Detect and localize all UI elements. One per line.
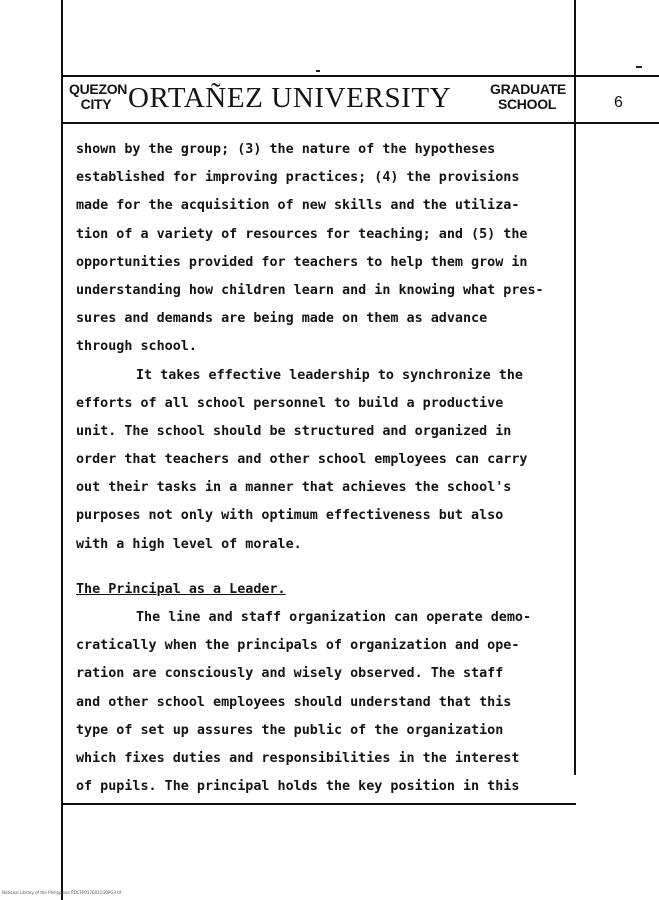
text-line: efforts of all school personnel to build a productive: [76, 395, 504, 411]
paragraph-2: [76, 362, 576, 559]
footer-rule: [61, 803, 576, 805]
text-line: out their tasks in a manner that achieves the school's: [76, 480, 512, 496]
text-line: shown by the group; (3) the nature of the hypotheses: [76, 142, 496, 157]
text-line: understanding how children learn and in knowing what pres-: [76, 282, 544, 298]
text-line: The line and staff organization can operate demo-: [136, 610, 532, 625]
text-line: tion of a variety of resources for teaching; and (5) the: [76, 226, 528, 242]
text-line: opportunities provided for teachers to help them grow in: [76, 254, 528, 270]
text-line: type of set up assures the public of the organization: [76, 722, 504, 738]
text-line: It takes effective leadership to synchronize the: [136, 367, 523, 383]
header-school: [490, 82, 564, 112]
text-line: purposes not only with optimum effectiveness but also: [76, 508, 504, 524]
text-line: established for improving practices; (4) the provisions: [76, 170, 520, 186]
text-line: through school.: [76, 339, 197, 355]
text-line: with a high level of morale.: [76, 536, 302, 552]
text-line: which fixes duties and responsibilities in the interest: [76, 750, 520, 766]
text-line: sures and demands are being made on them as advance: [76, 311, 488, 327]
page-number: 6: [614, 94, 623, 111]
university-title: ORTAÑEZ UNIVERSITY: [128, 82, 452, 114]
text-line: of pupils. The principal holds the key position in this: [76, 779, 520, 795]
header-dot-mark: [316, 70, 320, 72]
text-line: cratically when the principals of organization and ope-: [76, 638, 520, 654]
left-margin-line: [61, 0, 63, 900]
text-line: order that teachers and other school employees can carry: [76, 452, 528, 468]
text-line: ration are consciously and wisely observed. The staff: [76, 666, 504, 682]
header-bottom-rule: [61, 122, 659, 124]
scan-source-note: National Library of the Philippines ROCFP0176011G0PG3 tif: [2, 890, 122, 895]
paragraph-3: [76, 604, 576, 801]
section-heading: The Principal as a Leader.: [76, 581, 286, 597]
paragraph-1: [76, 136, 576, 362]
header-school-line-1: GRADUATE: [490, 81, 566, 97]
top-right-mark: [636, 66, 642, 68]
header-location-line-2: CITY: [80, 96, 112, 112]
document-body: [76, 136, 576, 801]
text-line: unit. The school should be structured and organized in: [76, 423, 512, 439]
text-line: and other school employees should understand that this: [76, 694, 512, 710]
header-location-line-1: QUEZON: [69, 81, 128, 97]
header-location: [69, 81, 128, 112]
section-gap: [76, 559, 576, 576]
header-top-rule: [61, 75, 659, 77]
header-school-line-2: SCHOOL: [497, 96, 557, 112]
text-line: made for the acquisition of new skills and the utiliza-: [76, 198, 520, 214]
